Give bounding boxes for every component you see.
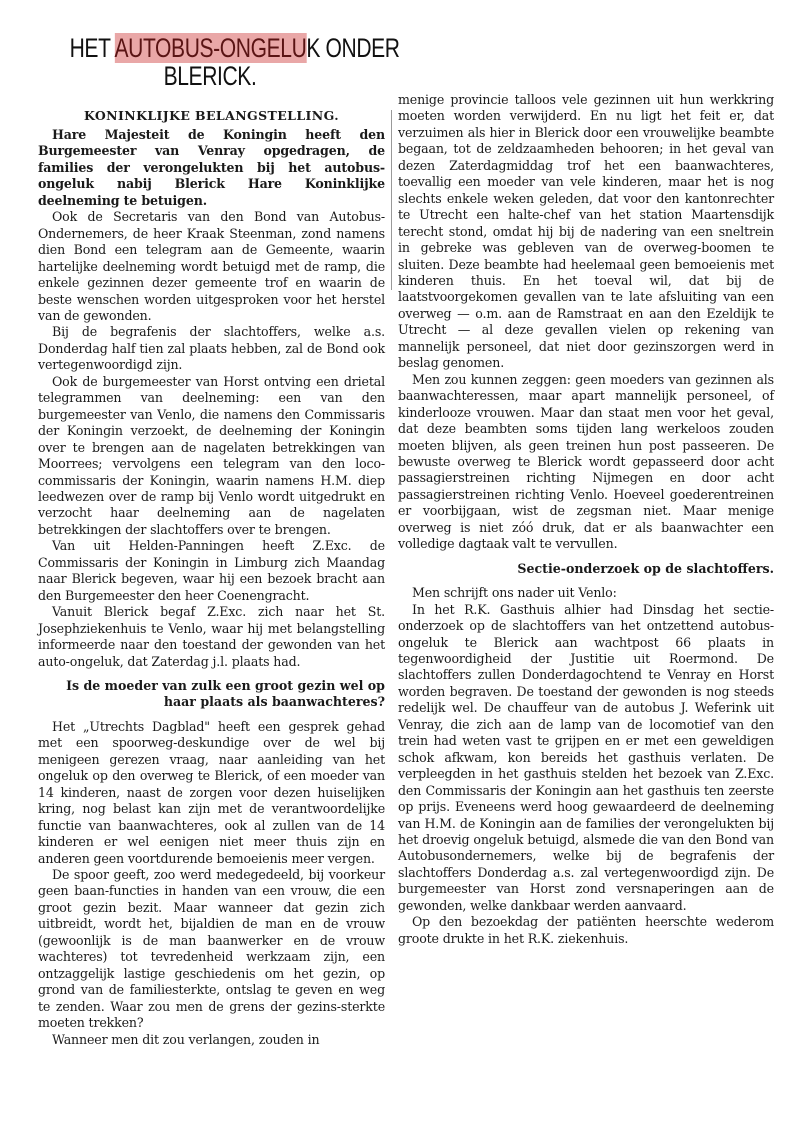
search-highlight: AUTOBUS-ONGELU bbox=[114, 33, 307, 63]
column-divider bbox=[391, 110, 392, 290]
paragraph: Van uit Helden-Panningen heeft Z.Exc. de Commissaris der Koningin in Limburg zich Maandag naar Blerick begeven, waar hij een bezoek bracht aan den Burgemeester den heer Coenengracht. bbox=[38, 538, 385, 603]
section-heading: Sectie-onderzoek op de slachtoffers. bbox=[517, 560, 774, 576]
headline-text: HET bbox=[69, 33, 115, 63]
paragraph: Bij de begrafenis der slachtoffers, welke a.s. Donderdag half tien zal plaats hebben, zal de Bond ook vertegenwoordigd zijn. bbox=[38, 324, 385, 373]
headline-line-2: BLERICK. bbox=[163, 61, 257, 91]
paragraph: Hare Majesteit de Koningin heeft den Burgemeester van Venray opgedragen, de families der verongelukten bij het autobus-ongeluk nabij Blerick Hare Koninklijke deelneming te betuigen. bbox=[38, 127, 385, 208]
paragraph: Vanuit Blerick begaf Z.Exc. zich naar het St. Josephziekenhuis te Venlo, waar hij met belangstelling informeerde naar den toestand der gewonden van het auto-ongeluk, dat Zaterdag j.l. plaats had. bbox=[38, 604, 385, 669]
left-column bbox=[38, 102, 385, 1048]
headline-line-1 bbox=[69, 33, 400, 63]
paragraph: Op den bezoekdag der patiënten heerschte wederom groote drukte in het R.K. ziekenhuis. bbox=[398, 914, 774, 946]
paragraph: Men schrijft ons nader uit Venlo: bbox=[412, 585, 617, 601]
headline-text: K ONDER bbox=[306, 33, 400, 63]
paragraph: De spoor geeft, zoo werd medegedeeld, bij voorkeur geen baan-functies in handen van een vrouw, die een groot gezin bezit. Maar wanneer dat gezin zich uitbreidt, wordt het, bijaldien de man en de vrouw (gewoonlijk is de man baanwerker en de vrouw wachteres) tot tevredenheid werkzaam zijn, een ontzaggelijk lastige geschiedenis om het gezin, op grond van de familiesterkte, ontslag te geven en weg te zenden. Waar zou men de grens der gezins-sterkte moeten trekken? bbox=[38, 867, 385, 1031]
article-headline bbox=[30, 33, 400, 91]
section-heading: Is de moeder van zulk een groot gezin wel op haar plaats als baanwachteres? bbox=[66, 677, 385, 710]
paragraph: In het R.K. Gasthuis alhier had Dinsdag het sectie-onderzoek op de slachtoffers van het ontzettend autobus-ongeluk te Blerick aan wachtpost 66 plaats in tegenwoordigheid der Justitie uit Roermond. De slachtoffers zullen Donderdagochtend te Venray en Horst worden begraven. De toestand der gewonden is nog steeds redelijk wel. De chauffeur van de autobus J. Weferink uit Venray, die zich aan de lamp van de locomotief van den trein had weten vast te grijpen en er met een geweldigen schok afkwam, kon bereids het gasthuis verlaten. De verpleegden in het gasthuis stelden het bezoek van Z.Exc. den Commissaris der Koningin aan het gasthuis ten zeerste op prijs. Eveneens werd hoog gewaardeerd de deelneming van H.M. de Koningin aan de families der verongelukten bij het droevig ongeluk betuigd, alsmede die van den Bond van Autobusondernemers, welke bij de begrafenis der slachtoffers Donderdag a.s. zal vertegenwoordigd zijn. De burgemeester van Horst zond versnaperingen aan de gewonden, welke dankbaar werden aanvaard. bbox=[398, 601, 774, 913]
paragraph: Wanneer men dit zou verlangen, zouden in bbox=[52, 1031, 320, 1047]
paragraph: Het „Utrechts Dagblad" heeft een gesprek gehad met een spoorweg-deskundige over de wel bij menigeen gerezen vraag, naar aanleiding van het ongeluk op den overweg te Blerick, of een moeder van 14 kinderen, naast de zorgen voor dezen huiselijken kring, nog belast kan zijn met de verantwoordelijke functie van baanwachteres, ook al zullen van de 14 kinderen er wel eenigen niet meer thuis zijn en anderen geen voortdurende bemoeienis meer vergen. bbox=[38, 718, 385, 866]
paragraph: Ook de burgemeester van Horst ontving een drietal telegrammen van deelneming: een van den burgemeester van Venlo, die namens den Commissaris der Koningin verzoekt, de deelneming der Koningin over te brengen aan de nagelaten betrekkingen van Moorrees; vervolgens een telegram van den loco-commissaris der Koningin, waarin namens H.M. diep leedwezen over de ramp bij Venlo wordt uitgedrukt en verzocht haar deelneming aan de nagelaten betrekkingen der slachtoffers over te brengen. bbox=[38, 373, 385, 537]
right-column bbox=[398, 92, 774, 947]
paragraph: menige provincie talloos vele gezinnen uit hun werkkring moeten worden verwijderd. En nu ligt het feit er, dat verzuimen als hier in Blerick door een vrouwelijke beambte begaan, tot de zeldzaamheden behooren; in het geval van dezen Zaterdagmiddag trof het een baanwachteres, toevallig een moeder van vele kinderen, maar het is nog slechts enkele weken geleden, dat voor den kantonrechter te Utrecht een halte-chef van het station Maartensdijk terecht stond, omdat hij bij de nadering van een sneltrein in gebreke was gebleven van de overweg-boomen te sluiten. Deze beambte had heelemaal geen bemoeienis met kinderen thuis. En het toeval wil, dat bij de laatstvoorgekomen gevallen van te late afsluiting van een overweg — o.m. aan de Ramstraat en aan den Ezeldijk te Utrecht — al deze gevallen vielen op rekening van mannelijk personeel, dat niet door gezinszorgen werd in beslag genomen. bbox=[398, 92, 774, 371]
section-heading: KONINKLIJKE BELANGSTELLING. bbox=[83, 108, 340, 123]
paragraph: Men zou kunnen zeggen: geen moeders van gezinnen als baanwachteressen, maar apart mannelijk personeel, of kinderlooze vrouwen. Maar dan staat men voor het geval, dat deze beambten soms tijden lang werkeloos zouden moeten blijven, als geen treinen hun post passeeren. De bewuste overweg te Blerick wordt gepasseerd door acht passagierstreinen richting Nijmegen en door acht passagierstreinen richting Venlo. Hoeveel goederentreinen er voorbijgaan, wist de zegsman niet. Maar menige overweg is niet zóó druk, dat er als baanwachter een volledige dagtaak valt te vervullen. bbox=[398, 371, 774, 552]
paragraph: Ook de Secretaris van den Bond van Autobus-Ondernemers, de heer Kraak Steenman, zond namens dien Bond een telegram aan de Gemeente, waarin hartelijke deelneming wordt betuigd met de ramp, die enkele gezinnen dezer gemeente trof en waarin de beste wenschen worden uitgesproken voor het herstel van de gewonden. bbox=[38, 209, 385, 323]
